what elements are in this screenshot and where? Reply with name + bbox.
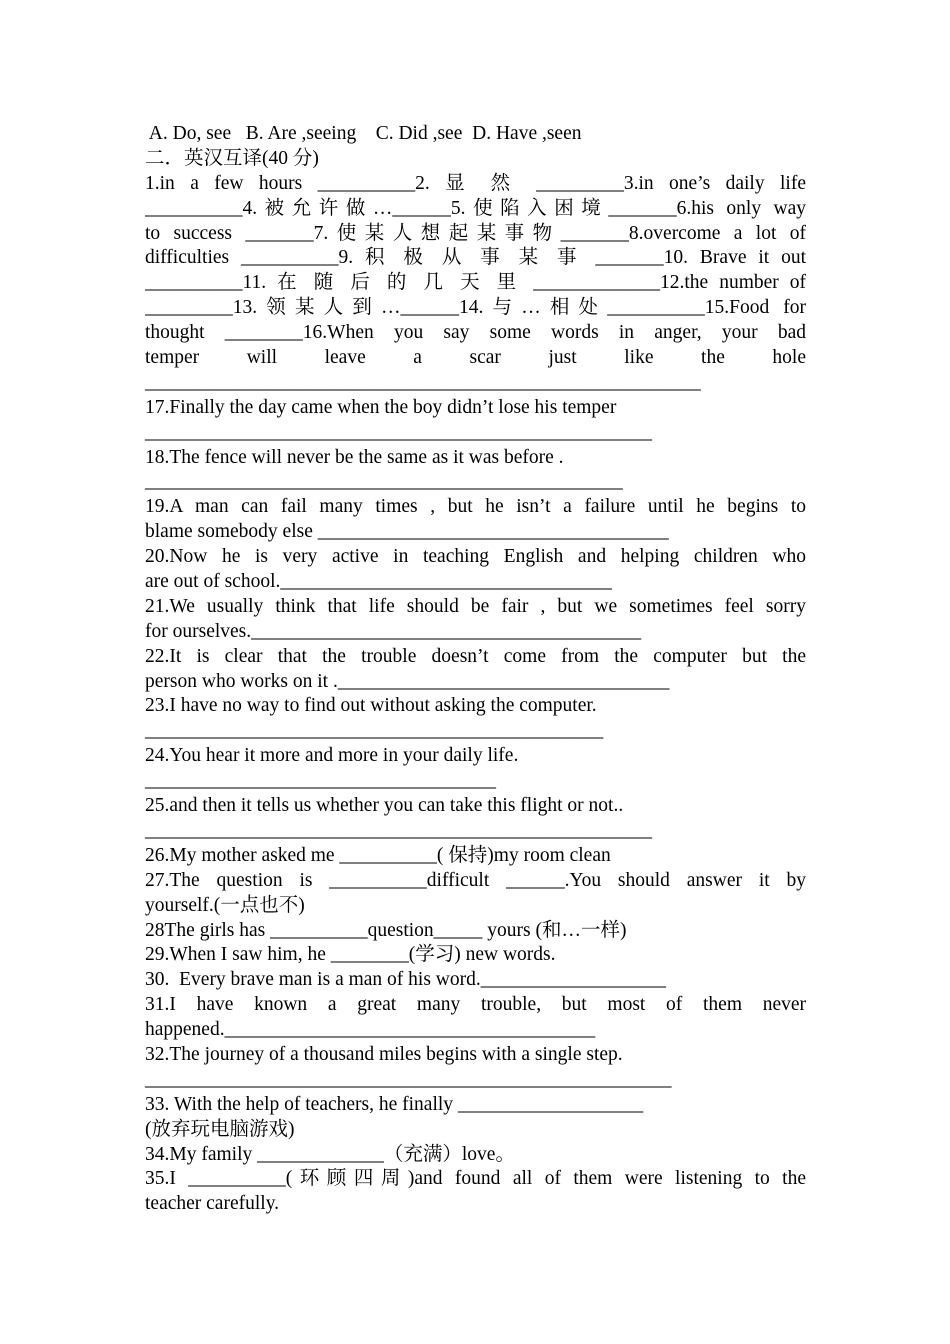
question-30: 30. Every brave man is a man of his word.___________________ bbox=[145, 969, 666, 991]
answer-blank-18: _________________________________________________ bbox=[145, 471, 623, 493]
question-22: 22.It is clear that the trouble doesn’t come from the computer but the bbox=[145, 645, 806, 667]
question-32: 32.The journey of a thousand miles begins with a single step. bbox=[145, 1043, 623, 1065]
translation-line-3: to success _______7.使某人想起某事物_______8.overcome a lot of bbox=[145, 222, 806, 244]
mc-options-line: A. Do, see B. Are ,seeing C. Did ,see D. Have ,seen bbox=[145, 123, 582, 144]
question-19: 19.A man can fail many times , but he isn’t a failure until he begins to bbox=[145, 496, 806, 518]
answer-blank-17: ____________________________________________________ bbox=[145, 421, 652, 443]
question-18: 18.The fence will never be the same as it was before . bbox=[145, 446, 564, 468]
section-heading: 二．英汉互译(40 分) bbox=[145, 147, 319, 169]
question-17: 17.Finally the day came when the boy didn’t lose his temper bbox=[145, 396, 617, 418]
question-25: 25.and then it tells us whether you can take this flight or not.. bbox=[145, 795, 624, 817]
question-31-cont: happened.______________________________________ bbox=[145, 1019, 596, 1041]
question-31: 31.I have known a great many trouble, but most of them never bbox=[145, 994, 806, 1016]
question-26: 26.My mother asked me __________( 保持)my room clean bbox=[145, 844, 611, 866]
question-21: 21.We usually think that life should be fair , but we sometimes feel sorry bbox=[145, 595, 806, 617]
translation-line-1: 1.in a few hours __________2. 显 然 _________3.in one’s daily life bbox=[145, 172, 806, 194]
answer-blank-32: ______________________________________________________ bbox=[145, 1068, 672, 1090]
question-34: 34.My family _____________（充满）love。 bbox=[145, 1143, 515, 1165]
answer-blank-25: ____________________________________________________ bbox=[145, 819, 652, 841]
question-35-cont: teacher carefully. bbox=[145, 1193, 280, 1215]
translation-line-4: difficulties __________9. 积 极 从 事 某 事 _______10. Brave it out bbox=[145, 247, 806, 269]
question-27: 27.The question is __________difficult ______.You should answer it by bbox=[145, 869, 806, 891]
question-19-cont: blame somebody else ____________________________________ bbox=[145, 521, 669, 543]
question-27-cont: yourself.(一点也不) bbox=[145, 894, 305, 916]
question-24: 24.You hear it more and more in your daily life. bbox=[145, 745, 519, 767]
question-23: 23.I have no way to find out without asking the computer. bbox=[145, 695, 597, 717]
question-33: 33. With the help of teachers, he finally ___________________ bbox=[145, 1093, 644, 1115]
question-21-cont: for ourselves.________________________________________ bbox=[145, 620, 642, 642]
question-28: 28The girls has __________question_____ yours (和…一样) bbox=[145, 919, 627, 941]
question-20: 20.Now he is very active in teaching English and helping children who bbox=[145, 546, 806, 568]
translation-line-5: __________11. 在 随 后 的 几 天 里 _____________12.the number of bbox=[145, 272, 806, 294]
question-22-cont: person who works on it .__________________________________ bbox=[145, 670, 670, 692]
question-29: 29.When I saw him, he ________(学习) new words. bbox=[145, 944, 556, 966]
question-33-cont: (放弃玩电脑游戏) bbox=[145, 1118, 295, 1140]
question-20-cont: are out of school.__________________________________ bbox=[145, 571, 612, 593]
answer-blank-24: ____________________________________ bbox=[145, 770, 496, 792]
translation-line-7: thought ________16.When you say some words in anger, your bad bbox=[145, 322, 806, 344]
answer-blank-16: _________________________________________________________ bbox=[145, 371, 701, 393]
translation-line-2: __________4.被允许做…______5.使陷入困境_______6.his only way bbox=[145, 197, 806, 219]
answer-blank-23: _______________________________________________ bbox=[145, 720, 604, 742]
question-35: 35.I __________(环顾四周)and found all of them were listening to the bbox=[145, 1168, 806, 1190]
translation-line-8: temper will leave a scar just like the hole bbox=[145, 347, 806, 369]
translation-line-6: _________13.领某人到…______14.与…相处__________15.Food for bbox=[145, 297, 806, 319]
worksheet-page bbox=[145, 122, 806, 1217]
